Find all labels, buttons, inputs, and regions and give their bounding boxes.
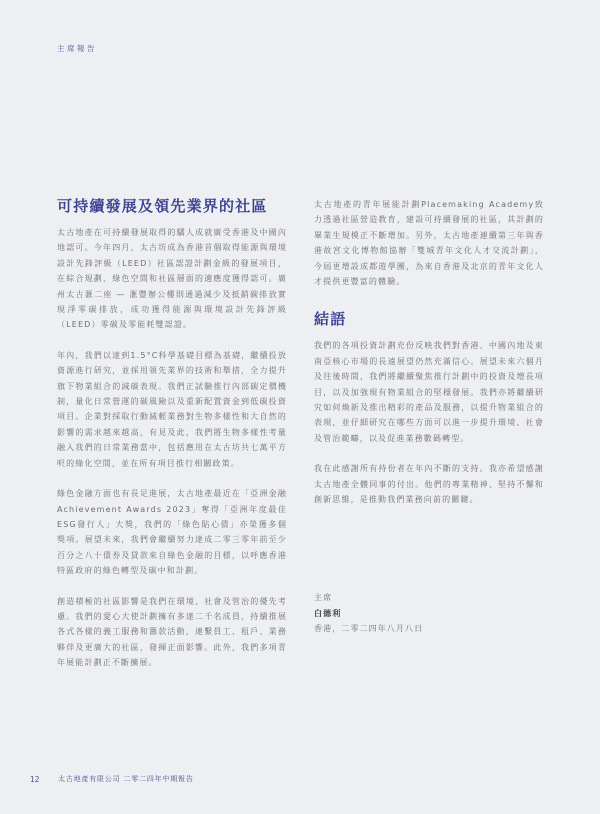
section-header-label: 主席報告: [57, 44, 97, 53]
right-column: [314, 197, 544, 523]
left-column: [57, 196, 287, 686]
page-footer: [30, 774, 194, 784]
body-paragraph: 我們的各項投資計劃充份反映我們對香港、中國內地及東南亞核心市場的長遠展望仍然充滿信心。展望未來六個月及往後時間，我們將繼續聚焦推行計劃中的投資及增長項目，以及加強現有物業組合的堅穩發展。我們亦將繼續研究如何煥新及推出精彩的產品及服務，以提升物業組合的表現，並仔細研究在哪些方面可以進一步提升環境、社會及管治範疇，以及促進業務數碼轉型。: [314, 341, 544, 443]
sustainability-section-title: 可持續發展及領先業界的社區: [57, 197, 268, 215]
body-paragraph: 創造積極的社區影響是我們在環境、社會及管治的優先考慮。我們的愛心大使計劃擁有多達二千名成員，持續推展各式各樣的義工服務和籌款活動，連繫員工、租戶、業務夥伴及更廣大的社區，發揮正面影響。此外，我們多項青年展能計劃正不斷擴展。: [57, 596, 287, 668]
conclusion-section-title: 結語: [314, 310, 347, 329]
body-paragraph: 年內，我們以達到1.5°C科學基礎目標為基礎，繼續投放資源進行研究，並採用領先業界的技術和舉措，全力提升旗下物業組合的減碳表現。我們正試驗推行內部碳定價機制，量化日常營運的碳風險以及重新配置資金到低碳投資項目。企業對採取行動減輕業務對生物多樣性和大自然的影響的需求越來越高，有見及此，我們將生物多樣性考量融入我們的日常業務當中，包括應用在太古坊共七萬平方呎的綠化空間，並在所有項目推行相關政策。: [57, 350, 287, 468]
body-paragraph: 太古地產在可持續發展取得的驕人成就廣受香港及中國內地認可。今年四月，太古坊成為香港首個取得能源與環境設計先鋒評級（LEED）社區認證計劃金級的發展項目，在綜合規劃、綠色空間和社區層面的適應度獲得認可。廣州太古滙二座 — 滙豐辦公樓則通過減少及抵銷碳排放實現淨零碳排放，成功獲得能源與環境設計先鋒評級（LEED）零碳及零能耗雙認證。: [57, 228, 287, 330]
signature-place-date: 香港，二零二四年八月八日: [314, 624, 424, 633]
body-paragraph: 太古地產的青年展能計劃Placemaking Academy致力透過社區營造教育，建設可持續發展的社區，其計劃的畢業生規模正不斷增加。另外，太古地產連續第三年與香港故宮文化博物館協辦「雙城青年文化人才交流計劃」，今屆更增設成都遊學團，為來自香港及北京的青年文化人才提供更豐富的體驗。: [314, 200, 544, 287]
page-number: 12: [30, 774, 40, 784]
publication-title: 太古地產有限公司 二零二四年中期報告: [58, 775, 194, 783]
signatory-name: 白德利: [314, 608, 342, 618]
signature-block: [314, 590, 423, 637]
body-paragraph: 我在此感謝所有持份者在年內不斷的支持。我亦希望感謝太古地產全體同事的付出。他們的專業精神、堅持不懈和創新思維，是推動我們業務向前的關鍵。: [314, 464, 544, 505]
body-paragraph: 綠色金融方面也有長足進展，太古地產最近在「亞洲金融Achievement Awards 2023」奪得「亞洲年度最佳ESG發行人」大獎，我們的「綠色貼心債」亦榮獲多個獎項。展望未來，我們會繼續努力達成二零三零年前至少百分之八十債券及貸款來自綠色金融的目標，以呼應香港特區政府的綠色轉型及碳中和計劃。: [57, 489, 287, 576]
signatory-role: 主席: [314, 593, 333, 602]
